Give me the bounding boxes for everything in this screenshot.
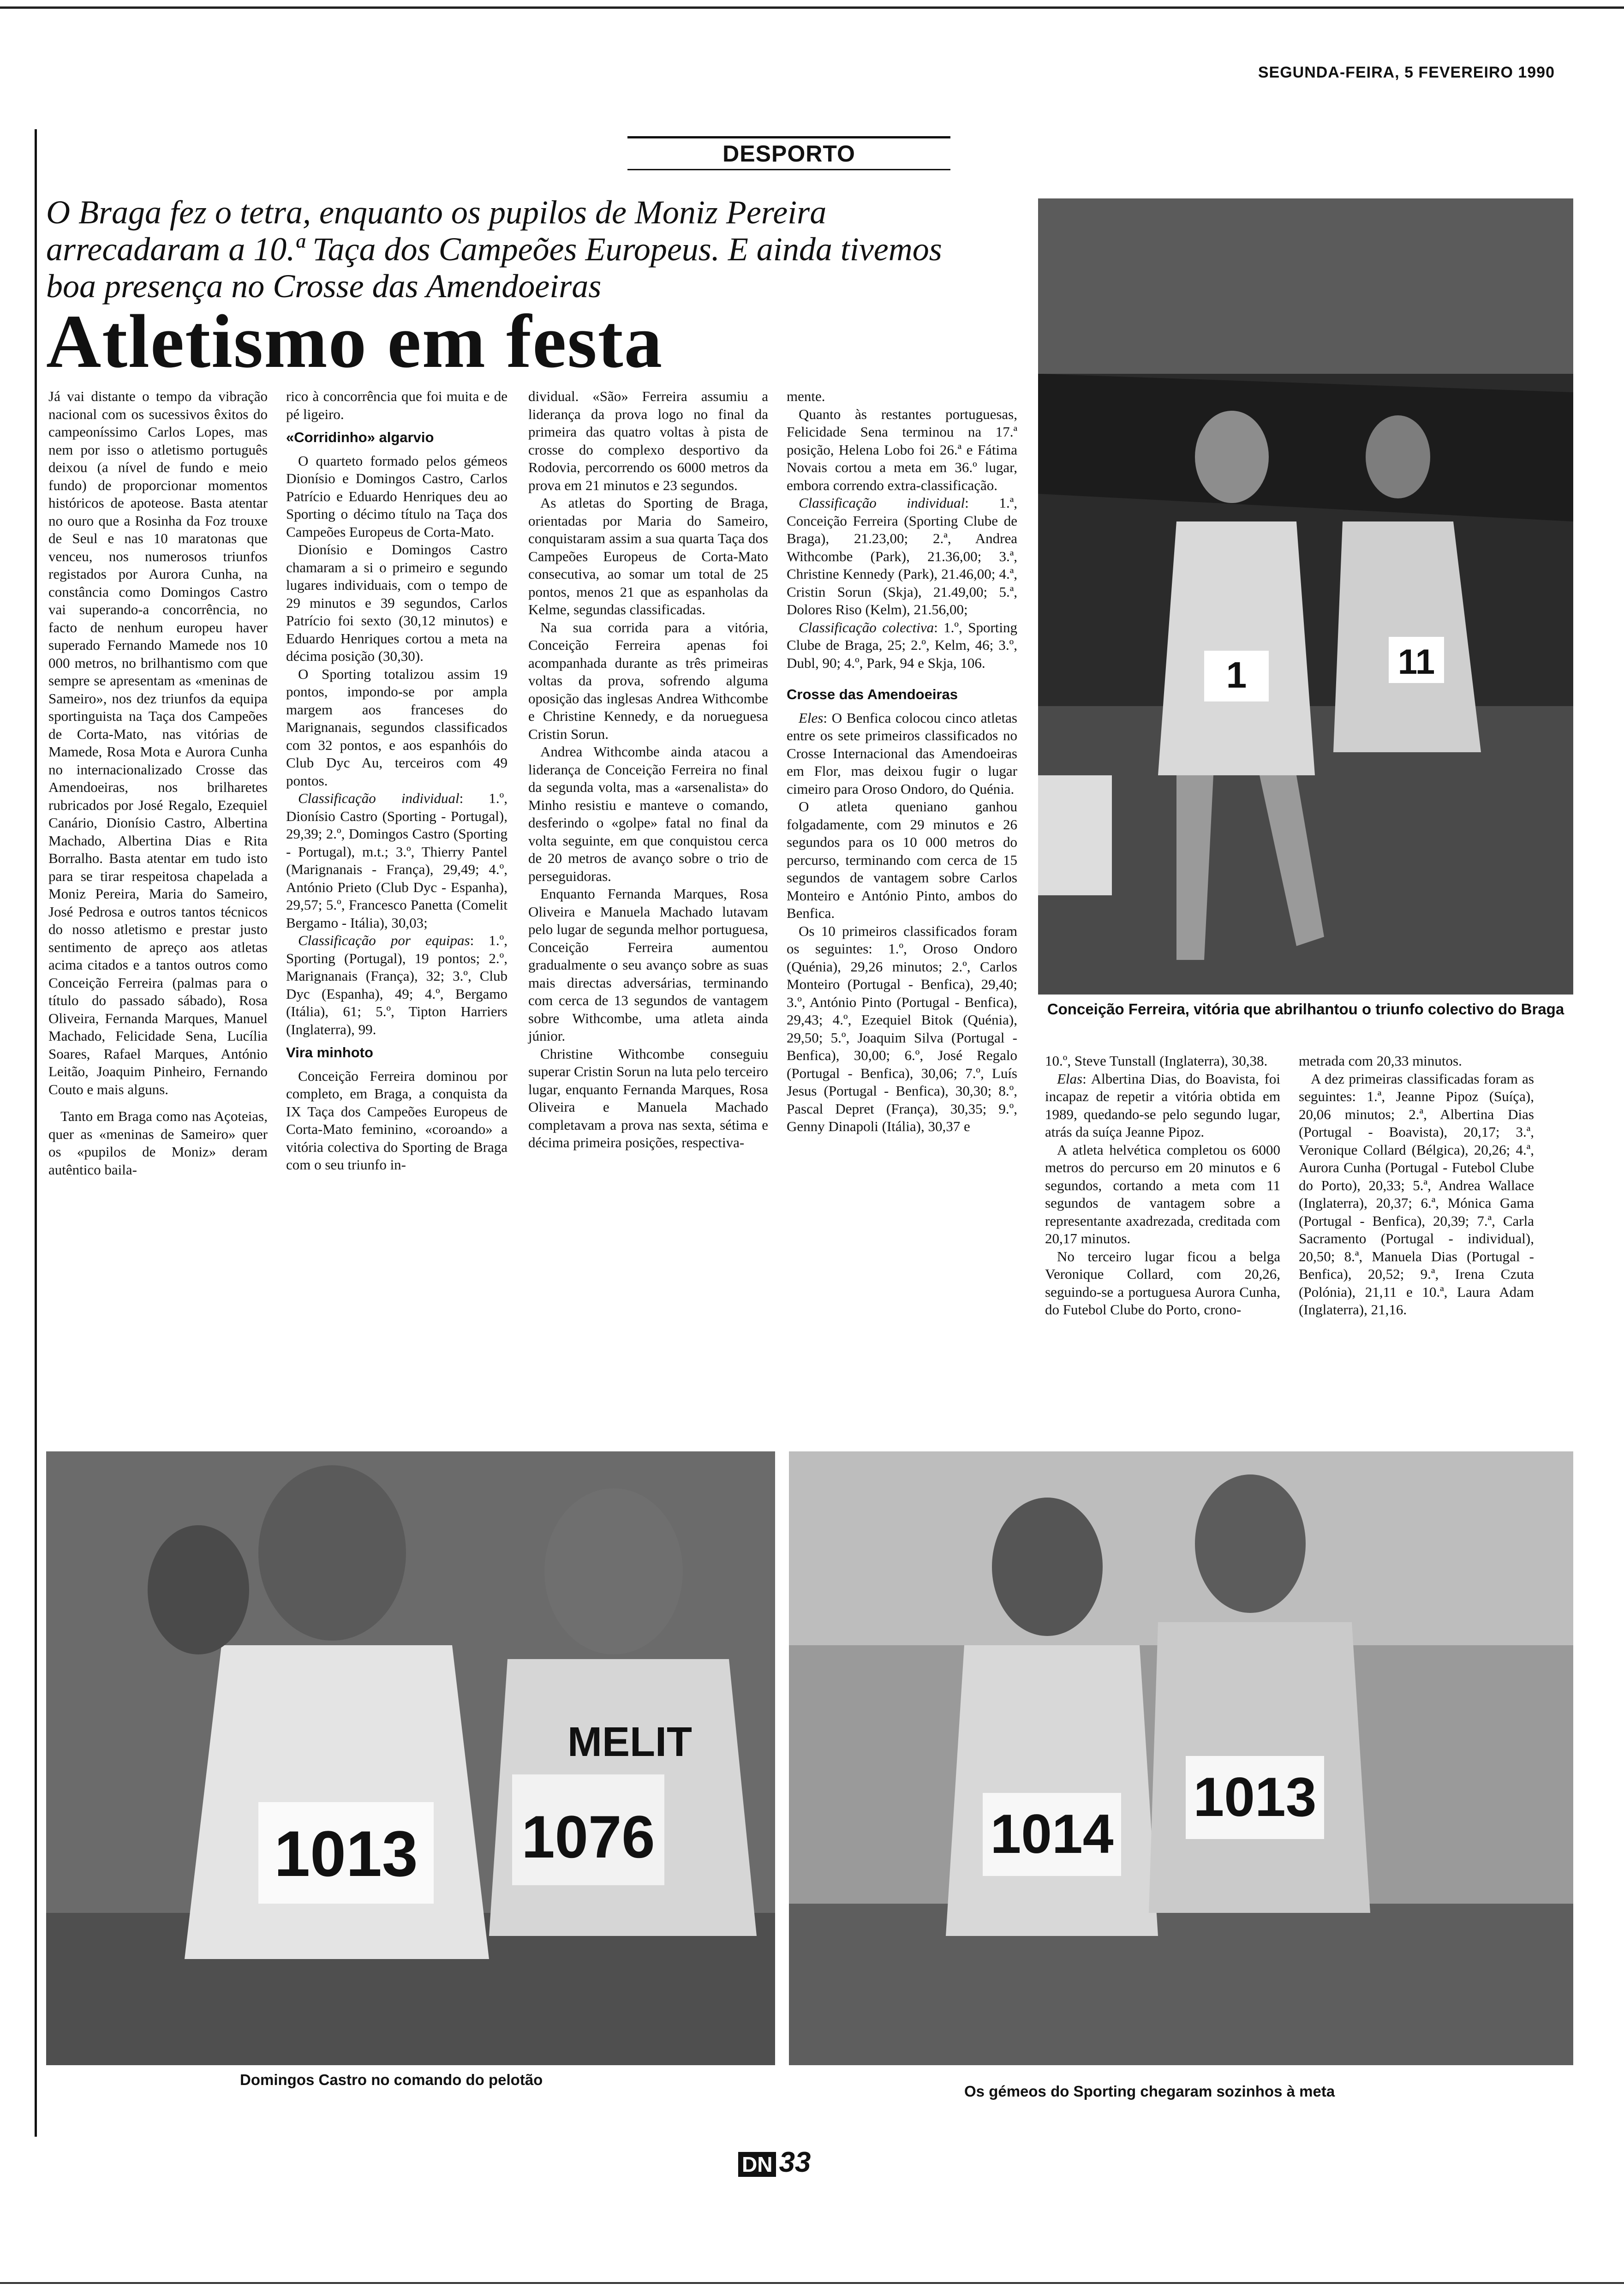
page-number: 33 xyxy=(779,2146,811,2178)
paragraph: Tanto em Braga como nas Açoteias, quer as «meninas de Sameiro» quer os «pupilos de Moniz» deram autêntico baila- xyxy=(48,1108,268,1178)
section-rule-bottom xyxy=(627,169,950,170)
paragraph: Os 10 primeiros classificados foram os seguintes: 1.º, Oroso Ondoro (Quénia), 29,26 minutos; 2.º, Carlos Monteiro (Portugal - Benfica), 29,40; 3.º, António Pinto (Portugal - Benfica), 29,43; 4.º, Ezequiel Bitok (Quénia), 29,50; 5.º, Joaquim Silva (Portugal - Benfica), 30,00; 6.º, José Regalo (Portugal - Benfica), 30,06; 7.º, Luís Jesus (Portugal - Benfica), 30,30; 8.º, Pascal Depret (França), 30,35; 9.º, Genny Dinapoli (Itália), 30,37 e xyxy=(787,923,1017,1134)
paragraph: Na sua corrida para a vitória, Conceição Ferreira apenas foi acompanhada durante as três primeiras voltas da prova, sofrendo alguma oposição das inglesas Andrea Withcombe e Christine Kennedy, e da norueguesa Cristin Sorun. xyxy=(528,619,768,742)
bib-number: 1013 xyxy=(1193,1766,1317,1828)
bib-number: 1 xyxy=(1226,654,1247,695)
paragraph: Dionísio e Domingos Castro chamaram a si o primeiro e segundo lugares individuais, com o tempo de 29 minutos e 39 segundos, Carlos Patrício foi sexto (30,12 minutos) e Eduardo Henriques cortou a meta na décima posição (30,30). xyxy=(286,541,508,664)
photo-caption-bottom-right: Os gémeos do Sporting chegaram sozinhos à meta xyxy=(964,2083,1335,2100)
article-kicker: O Braga fez o tetra, enquanto os pupilos de Moniz Pereira arrecadaram a 10.ª Taça dos Campeões Europeus. E ainda tivemos boa presença no Crosse das Amendoeiras xyxy=(46,194,942,305)
classification-individual: Classificação individual: 1.º, Dionísio Castro (Sporting - Portugal), 29,39; 2.º, Domingos Castro (Sporting - Portugal), m.t.; 3.º, Thierry Pantel (Marignanais - França), 29,49; 4.º, António Prieto (Club Dyc - Espanha), 29,57; 5.º, Francesco Panetta (Comelit Bergamo - Itália), 30,03; xyxy=(286,790,508,931)
paragraph: Enquanto Fernanda Marques, Rosa Oliveira e Manuela Machado lutavam pelo lugar de segunda melhor portuguesa, Conceição Ferreira aumentou gradualmente o seu avanço sobre as suas mais directas adversárias, terminando com cerca de 13 segundos de vantagem sobre Withcombe, uma atleta ainda júnior. xyxy=(528,886,768,1044)
paragraph: O Sporting totalizou assim 19 pontos, impondo-se por ampla margem aos franceses do Marignanais, segundos classificados com 32 pontos, e aos espanhóis do Club Dyc Au, terceiros com 49 pontos. xyxy=(286,665,508,789)
bottom-rule xyxy=(0,2282,1624,2284)
paragraph: Quanto às restantes portuguesas, Felicidade Sena terminou na 17.ª posição, Helena Lobo foi 26.ª e Fátima Novais cortou a meta em 36.º lugar, embora correndo extra-classificação. xyxy=(787,406,1017,493)
photo-caption-top-right: Conceição Ferreira, vitória que abrilhantou o triunfo colectivo do Braga xyxy=(1047,1001,1564,1018)
newspaper-logo: DN xyxy=(738,2152,776,2177)
paragraph: O atleta queniano ganhou folgadamente, com 29 minutos e 26 segundos para os 10 000 metros do percurso, terminando com cerca de 15 segundos de vantagem sobre Carlos Monteiro e António Pinto, ambos do Benfica. xyxy=(787,798,1017,921)
classification-individual-women: Classificação individual: 1.ª, Conceição Ferreira (Sporting Clube de Braga), 21.23,00; 2.ª, Andrea Withcombe (Park), 21.36,00; 3.ª, Christine Kennedy (Park), 21.46,00; 4.ª, Cristin Sorun (Skja), 21.49,00; 5.ª, Dolores Riso (Kelm), 21.56,00; xyxy=(787,495,1017,617)
article-column-5 xyxy=(1045,1052,1280,1319)
paragraph: Já vai distante o tempo da vibração nacional com os sucessivos êxitos do campeoníssimo Carlos Lopes, mas nem por isso o atletismo português deixou (a nível de fundo e meio fundo) de proporcionar momentos históricos de apoteose. Basta atentar no ouro que a Rosinha da Foz trouxe de Seul e nas 10 maratonas que venceu, nos numerosos triunfos registados por Aurora Cunha, na constância como Domingos Castro vai superando-a concorrência, no facto de nenhum europeu haver superado Fernando Mamede nos 10 000 metros, no brilhantismo com que sempre se apresentam as «meninas de Sameiro», nos dez triunfos da equipa sportinguista na Taça dos Campeões de Corta-Mato, nas vitórias de Mamede, Rosa Mota e Aurora Cunha no internacionalizado Crosse das Amendoeiras, nos brilharetes rubricados por José Regalo, Ezequiel Canário, Dionísio Castro, Albertina Machado, Albertina Dias e Rita Borralho. Basta atentar em tudo isto para se tirar respeitosa chapelada a Moniz Pereira, Maria do Sameiro, José Pedrosa e outros tantos técnicos do nosso atletismo e prestar justo sentimento de apreço aos atletas acima citados e a tantos outros como Conceição Ferreira (palmas para o título do passado sábado), Rosa Oliveira, Fernanda Marques, Manuel Machado, Felicidade Sena, Lucília Soares, Rafael Marques, António Leitão, Joaquim Pinheiro, Fernando Couto e mais alguns. xyxy=(48,388,268,1097)
photo-race-image xyxy=(46,1451,775,2065)
article-column-3 xyxy=(528,388,768,1152)
subheading-vira-minhoto: Vira minhoto xyxy=(286,1044,373,1061)
paragraph: O quarteto formado pelos gémeos Dionísio e Domingos Castro, Carlos Patrício e Eduardo Henriques deu ao Sporting o décimo título na Taça dos Campeões Europeus de Corta-Mato. xyxy=(286,452,508,540)
label: Elas xyxy=(1057,1070,1083,1087)
section-header xyxy=(627,136,950,170)
subheading-crosse-amendoeiras: Crosse das Amendoeiras xyxy=(787,686,958,702)
classification-collective: Classificação colectiva: 1.º, Sporting Clube de Braga, 25; 2.º, Kelm, 46; 3.º, Dubl, 90; 4.º, Park, 94 e Skja, 106. xyxy=(787,619,1017,671)
section-title: DESPORTO xyxy=(722,141,855,167)
bib-number: 11 xyxy=(1397,642,1435,682)
photo-race-image xyxy=(789,1451,1573,2065)
value: 1.º, Sporting (Portugal), 19 pontos; 2.º, Marignanais (França), 32; 3.º, Club Dyc (Espanha), 49; 4.º, Bergamo (Itália), 61; 5.º, Tipton Harriers (Inglaterra), 99. xyxy=(286,932,508,1037)
paragraph-elas: Elas: Albertina Dias, do Boavista, foi incapaz de repetir a vitória obtida em 1989, quedando-se pelo segundo lugar, atrás da suíça Jeanne Pipoz. xyxy=(1045,1070,1281,1140)
photo-caption-bottom-left: Domingos Castro no comando do pelotão xyxy=(240,2071,543,2088)
paragraph: Andrea Withcombe ainda atacou a liderança de Conceição Ferreira no final da segunda volta, mas a «arsenalista» do Minho resistiu e manteve o comando, desferindo o «golpe» fatal no final da volta seguinte, em que conquistou cerca de 20 metros de avanço sobre o trio de perseguidoras. xyxy=(528,743,768,884)
value: Albertina Dias, do Boavista, foi incapaz de repetir a vitória obtida em 1989, quedando-se pelo segundo lugar, atrás da suíça Jeanne Pipoz. xyxy=(1045,1070,1281,1140)
top-rule xyxy=(0,6,1624,9)
article-column-4 xyxy=(787,388,1017,1136)
bib-number: 1013 xyxy=(274,1817,418,1890)
paragraph: Conceição Ferreira dominou por completo, em Braga, a conquista da IX Taça dos Campeões Europeus de Corta-Mato feminino, «coroando» a vitória colectiva do Sporting de Braga com o seu triunfo in- xyxy=(286,1067,508,1173)
bib-number: 1014 xyxy=(990,1803,1114,1865)
paragraph: A atleta helvética completou os 6000 metros do percurso em 20 minutos e 6 segundos, cortando a meta com 11 segundos de vantagem sobre a representante axadrezada, creditada com 20,17 minutos. xyxy=(1045,1141,1280,1246)
article-column-6 xyxy=(1299,1052,1534,1319)
sponsor-text: MELIT xyxy=(567,1719,692,1765)
paragraph: dividual. «São» Ferreira assumiu a liderança da prova logo no final da primeira das quatro voltas à pista de crosse do complexo desportivo da Rodovia, percorrendo os 6000 metros da prova em 21 minutos e 23 segundos. xyxy=(528,388,768,493)
paragraph: mente. xyxy=(787,388,825,404)
photo-conceicao-ferreira xyxy=(1038,198,1573,995)
value: 1.ª, Conceição Ferreira (Sporting Clube de Braga), 21.23,00; 2.ª, Andrea Withcombe (Park), 21.36,00; 3.ª, Christine Kennedy (Park), 21.46,00; 4.ª, Cristin Sorun (Skja), 21.49,00; 5.ª, Dolores Riso (Kelm), 21.56,00; xyxy=(787,495,1017,617)
article-column-2 xyxy=(286,388,508,1174)
label: Classificação colectiva xyxy=(799,619,934,635)
classification-teams: Classificação por equipas: 1.º, Sporting (Portugal), 19 pontos; 2.º, Marignanais (França), 32; 3.º, Club Dyc (Espanha), 49; 4.º, Bergamo (Itália), 61; 5.º, Tipton Harriers (Inglaterra), 99. xyxy=(286,932,508,1037)
label: Classificação individual xyxy=(298,790,460,806)
paragraph: Christine Withcombe conseguiu superar Cristin Sorun na luta pelo terceiro lugar, enquanto Fernanda Marques, Rosa Oliveira e Manuela Machado completavam a prova nas sexta, sétima e décima primeira posições, respectiva- xyxy=(528,1045,768,1150)
bib-number: 1076 xyxy=(521,1803,655,1870)
article-column-1 xyxy=(48,388,268,1179)
value: O Benfica colocou cinco atletas entre os sete primeiros classificados no Crosse Internacional das Amendoeiras em Flor, mas deixou fugir o lugar cimeiro para Oroso Ondoro, do Quénia. xyxy=(787,709,1017,797)
label: Eles xyxy=(799,709,824,726)
paragraph: A dez primeiras classificadas foram as seguintes: 1.ª, Jeanne Pipoz (Suíça), 20,06 minutos; 2.ª, Albertina Dias (Portugal - Boavista), 20,17; 3.ª, Veronique Collard (Bélgica), 20,26; 4.ª, Aurora Cunha (Portugal - Futebol Clube do Porto), 20,33; 5.ª, Andrea Wallace (Inglaterra), 20,37; 6.ª, Mónica Gama (Portugal - Benfica), 20,39; 7.ª, Carla Sacramento (Portugal - individual), 20,50; 8.ª, Manuela Dias (Portugal - Benfica), 20,52; 9.ª, Irena Czuta (Polónia), 21,11 e 10.ª, Laura Adam (Inglaterra), 21,16. xyxy=(1299,1070,1534,1318)
subheading-corridinho: «Corridinho» algarvio xyxy=(286,429,434,445)
photo-race-image xyxy=(1038,198,1573,995)
paragraph: As atletas do Sporting de Braga, orientadas por Maria do Sameiro, conquistaram assim a sua quarta Taça dos Campeões Europeus de Corta-Mato consecutiva, ao somar um total de 25 pontos, menos 21 que as espanholas da Kelme, segundas classificadas. xyxy=(528,495,768,617)
article-headline: Atletismo em festa xyxy=(46,299,663,383)
page-date: SEGUNDA-FEIRA, 5 FEVEREIRO 1990 xyxy=(1258,64,1555,81)
label: Classificação por equipas xyxy=(298,932,470,948)
paragraph-eles: Eles: O Benfica colocou cinco atletas entre os sete primeiros classificados no Crosse Internacional das Amendoeiras em Flor, mas deixou fugir o lugar cimeiro para Oroso Ondoro, do Quénia. xyxy=(787,709,1017,797)
value: 1.º, Dionísio Castro (Sporting - Portugal), 29,39; 2.º, Domingos Castro (Sporting - Portugal), m.t.; 3.º, Thierry Pantel (Marignanais - França), 29,49; 4.º, António Prieto (Club Dyc - Espanha), 29,57; 5.º, Francesco Panetta (Comelit Bergamo - Itália), 30,03; xyxy=(286,790,508,931)
paragraph: metrada com 20,33 minutos. xyxy=(1299,1053,1462,1069)
paragraph: rico à concorrência que foi muita e de pé ligeiro. xyxy=(286,388,508,422)
paragraph: 10.º, Steve Tunstall (Inglaterra), 30,38. xyxy=(1045,1053,1268,1069)
label: Classificação individual xyxy=(799,495,965,511)
paragraph: No terceiro lugar ficou a belga Veronique Collard, com 20,26, seguindo-se a portuguesa Aurora Cunha, do Futebol Clube do Porto, crono- xyxy=(1045,1248,1280,1318)
value: 1.º, Sporting Clube de Braga, 25; 2.º, Kelm, 46; 3.º, Dubl, 90; 4.º, Park, 94 e Skja, 106. xyxy=(787,619,1017,671)
page-folio xyxy=(738,2146,811,2179)
photo-gemeos-sporting xyxy=(789,1451,1573,2065)
photo-domingos-castro xyxy=(46,1451,775,2065)
